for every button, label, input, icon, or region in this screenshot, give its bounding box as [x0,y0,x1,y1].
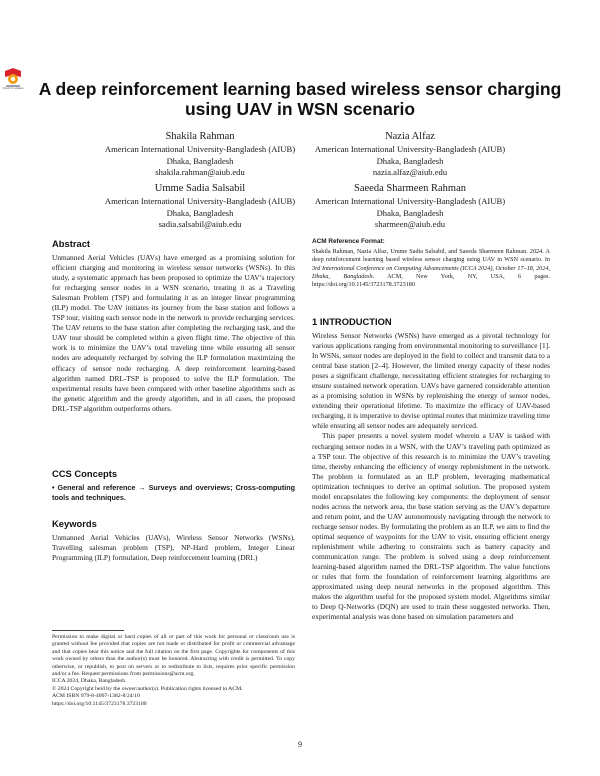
footnote [52,634,295,708]
footnote-permission: Permission to make digital or hard copies of all or part of this work for personal or classroom use is granted without fee provided that copies are not made or distributed for profit or commercial advantage and that copies bear this notice and the full citation on the first page. Copyrights for components of this work owned by others than the author(s) must be honored. Abstracting with credit is permitted. To copy otherwise, or republish, to post on servers or to redistribute to lists, requires prior specific permission and/or a fee. Request permissions from permissions@acm.org. [52,634,295,678]
footnote-conference: ICCA 2024, Dhaka, Bangladesh [52,678,126,685]
author-email[interactable]: shakila.rahman@aiub.edu [155,167,245,178]
author-affiliation: American International University-Bangladesh (AIUB) [104,196,296,206]
paper-title: A deep reinforcement learning based wireless sensor charging using UAV in WSN scenario [38,79,562,119]
author-affiliation: American International University-Bangladesh (AIUB) [314,144,506,154]
keywords-text: Unmanned Aerial Vehicles (UAVs), Wireless Sensor Networks (WSNs), Travelling salesman problem (TSP), NP-Hard problem, Integer Linear Programming (ILP) formulation, Deep reinforcement learning (DRL) [52,533,295,563]
abstract-heading: Abstract [52,238,91,249]
introduction-section [312,316,550,622]
footnote-copyright: © 2024 Copyright held by the owner/author(s). Publication rights licensed to ACM. [52,685,243,692]
reference-format-section [312,238,550,289]
author-email[interactable]: nazia.alfaz@aiub.edu [372,167,448,178]
author-email[interactable]: sharmeen@aiub.edu [374,219,446,230]
introduction-heading: 1 INTRODUCTION [312,316,392,327]
reference-tail: ACM, New York, NY, USA, 6 pages. https://doi.org/10.1145/3723178.3723180 [312,272,550,289]
abstract-text: Unmanned Aerial Vehicles (UAVs) have emerged as a promising solution for efficient charging and monitoring in wireless sensor networks (WSNs). In this study, a systematic approach has been proposed to optimize the UAV’s trajectory for recharging sensor nodes in a WSN scenario, treating it as a Traveling Salesman Problem (TSP) and formulating it as an integer linear programming (ILP) model. The UAV initiates its journey from the base station and follows a TSP tour, visiting each sensor node in the network to provide recharging services. The UAV returns to the base station after completing the recharging task, and the UAV tour should be completed within a given flight time. The objective of this work is to minimize the UAV’s total traveling time while ensuring all sensor nodes are adequately recharged by solving the ILP formulation maximizing the efficacy of sensor node recharging. A deep reinforcement learning-based algorithm named DRL-TSP is proposed to solve the ILP formulation. The experimental results have been compared with other baseline algorithms such as the genetic algorithm and the greedy algorithm, and in all cases, the proposed DRL-TSP algorithm outperforms others. [52,253,295,413]
check-for-updates-badge[interactable] [2,66,24,94]
author-name: Umme Sadia Salsabil [154,183,246,194]
author-affiliation: American International University-Bangladesh (AIUB) [104,144,296,154]
reference-format-text [312,248,550,289]
reference-format-heading: ACM Reference Format: [312,238,385,245]
reference-authors: Shakila Rahman, Nazia Alfaz, Umme Sadia Salsabil, and Saeeda Sharmeen Rahman. 2024. A deep reinforcement learning based wireless sensor charging using UAV in WSN scenario. In [312,248,550,264]
author-location: Dhaka, Bangladesh [166,207,234,218]
footnote-rule [52,630,124,631]
page-number: 9 [298,740,302,749]
ccs-section [52,468,295,503]
reference-venue: 3rd International Conference on Computing Advancements (ICCA 2024), October 17–18, 2024, Dhaka, Bangladesh. [312,264,550,280]
introduction-paragraph-1: Wireless Sensor Networks (WSNs) have emerged as a pivotal technology for various applications ranging from environmental monitoring to surveillance [1]. In WSNs, sensor nodes are deployed in the field to collect and transmit data to a central base station [2–4]. However, the limited energy capacity of these nodes poses a significant challenge, necessitating efficient strategies for recharging to ensure sustained network operation. UAVs have garnered considerable attention as a promising solution in WSNs by replenishing the energy of sensor nodes, extending their operational lifetime. To maximize the efficacy of UAV-based recharging, it is imperative to devise optimal routes that minimize traveling time while ensuring all sensor nodes are adequately serviced. [312,331,550,431]
author-location: Dhaka, Bangladesh [376,155,444,166]
badge-label: Check for updates [2,87,24,90]
abstract-section [52,238,295,414]
footnote-doi[interactable]: https://doi.org/10.1145/3723178.3723180 [52,700,147,707]
author-block-4 [260,182,560,231]
ccs-text: • General and reference → Surveys and overviews; Cross-computing tools and techniques. [52,483,295,502]
author-email[interactable]: sadia.salsabil@aiub.edu [158,219,242,230]
introduction-paragraph-2: This paper presents a novel system model wherein a UAV is tasked with recharging sensor nodes in a WSN, with the UAV’s traveling path optimized as a TSP tour. The objective of this research is to minimize the UAV’s traveling time, thereby enhancing the efficiency of energy replenishment in the network. The problem is formulated as an ILP problem, leveraging mathematical optimization techniques to derive an optimal solution. The proposed system model encapsulates the following key components: the deployment of sensor nodes across the network area, the base station serving as the UAV’s departure and return point, and the UAV autonomously navigating through the network to recharge sensor nodes. By formulating the problem as an ILP, we aim to find the optimal sequence of waypoints for the UAV to visit, ensuring efficient energy replenishment while adhering to constraints such as battery capacity and communication range. The problem is solved using a deep reinforcement learning-based algorithm named the DRL-TSP algorithm. The value functions or rules that form the foundation of reinforcement learning algorithms are approximated using deep neural networks in the proposed algorithm. This makes the algorithm useful for the proposed system model. Algorithms similar to Deep Q-Networks (DQN) are used to train these suggested networks. Then, experimental analysis was done based on simulation parameters and [312,431,550,622]
author-name: Shakila Rahman [165,131,235,142]
keywords-heading: Keywords [52,518,97,529]
author-affiliation: American International University-Bangladesh (AIUB) [314,196,506,206]
author-name: Saeeda Sharmeen Rahman [354,183,466,194]
author-block-2 [260,130,560,179]
author-location: Dhaka, Bangladesh [376,207,444,218]
footnote-isbn: ACM ISBN 979-8-4007-1382-8/24/10 [52,693,140,700]
author-location: Dhaka, Bangladesh [166,155,234,166]
keywords-section [52,518,295,563]
ccs-heading: CCS Concepts [52,468,118,479]
author-name: Nazia Alfaz [385,131,435,142]
